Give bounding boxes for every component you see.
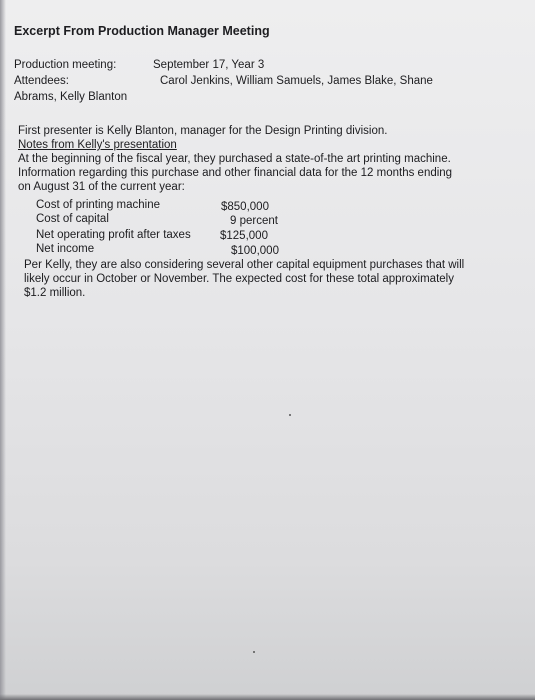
attendees-list: Carol Jenkins, William Samuels, James Blake, Shane — [160, 75, 433, 87]
page-bottom-edge — [0, 694, 535, 700]
paragraph-line: Information regarding this purchase and other financial data for the 12 months ending — [18, 167, 453, 179]
notes-heading: Notes from Kelly's presentation — [18, 139, 177, 151]
financial-value: 9 percent — [230, 215, 278, 227]
speck — [289, 414, 291, 416]
financial-label: Cost of printing machine — [36, 199, 161, 211]
attendees-list-continued: Abrams, Kelly Blanton — [14, 91, 128, 103]
document-title: Excerpt From Production Manager Meeting — [14, 24, 270, 38]
financial-value: $100,000 — [231, 245, 279, 257]
attendees-label: Attendees: — [14, 75, 69, 87]
page-shadow — [0, 0, 6, 700]
paragraph-line: Per Kelly, they are also considering several other capital equipment purchases that will — [24, 259, 465, 271]
financial-value: $850,000 — [221, 201, 269, 213]
paragraph-line: $1.2 million. — [24, 287, 86, 299]
financial-label: Net income — [36, 243, 95, 255]
financial-label: Cost of capital — [36, 213, 109, 225]
financial-label: Net operating profit after taxes — [36, 229, 191, 241]
production-meeting-label: Production meeting: — [14, 59, 117, 71]
financial-value: $125,000 — [220, 230, 268, 242]
paragraph-line: on August 31 of the current year: — [18, 181, 185, 193]
production-meeting-date: September 17, Year 3 — [153, 59, 265, 71]
paragraph-line: likely occur in October or November. The expected cost for these total approximately — [24, 273, 454, 285]
paragraph-line: At the beginning of the fiscal year, they purchased a state-of-the art printing machine. — [18, 153, 451, 165]
intro-text: First presenter is Kelly Blanton, manager for the Design Printing division. — [18, 125, 388, 137]
speck — [253, 651, 255, 653]
